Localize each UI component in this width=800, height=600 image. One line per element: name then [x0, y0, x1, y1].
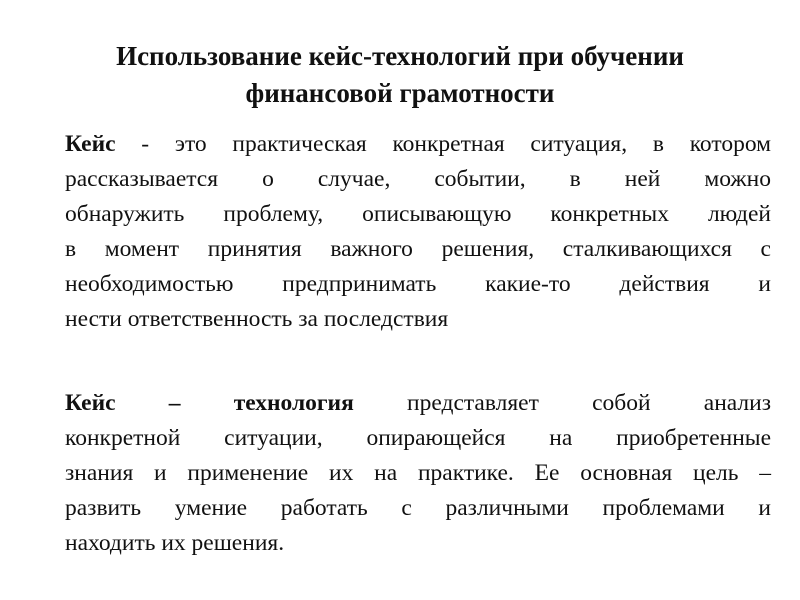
paragraph-case-technology: [65, 386, 771, 561]
text-segment: развить умение работать с различными проблемами и: [65, 495, 771, 521]
text-segment: конкретной ситуации, опирающейся на приобретенные: [65, 425, 771, 451]
text-segment: в момент принятия важного решения, сталкивающихся с: [65, 236, 771, 262]
bold-term: Кейс: [65, 131, 116, 157]
bold-term: Кейс – технология: [65, 390, 354, 416]
text-segment: знания и применение их на практике. Ее основная цель –: [65, 460, 771, 486]
slide-title-line-1: Использование кейс-технологий при обучении: [116, 41, 684, 71]
text-segment: рассказывается о случае, событии, в ней можно: [65, 166, 771, 192]
text-segment: представляет собой анализ: [353, 390, 772, 416]
text-line: [65, 232, 771, 267]
text-line: [65, 267, 771, 302]
paragraph-case-definition: [65, 127, 771, 337]
text-segment: обнаружить проблему, описывающую конкретных людей: [65, 201, 771, 227]
text-line: [65, 421, 771, 456]
text-segment: нести ответственность за последствия: [65, 306, 449, 332]
text-segment: находить их решения.: [65, 530, 285, 556]
text-line: [65, 302, 771, 337]
text-line: [65, 162, 771, 197]
text-line: [65, 456, 771, 491]
text-line: [65, 127, 771, 162]
slide-title: [40, 38, 760, 112]
text-segment: необходимостью предпринимать какие-то действия и: [65, 271, 771, 297]
slide-title-line-2: финансовой грамотности: [245, 78, 555, 108]
text-line: [65, 526, 771, 561]
text-line: [65, 491, 771, 526]
text-line: [65, 197, 771, 232]
text-line: [65, 386, 771, 421]
text-segment: - это практическая конкретная ситуация, в котором: [115, 131, 771, 157]
